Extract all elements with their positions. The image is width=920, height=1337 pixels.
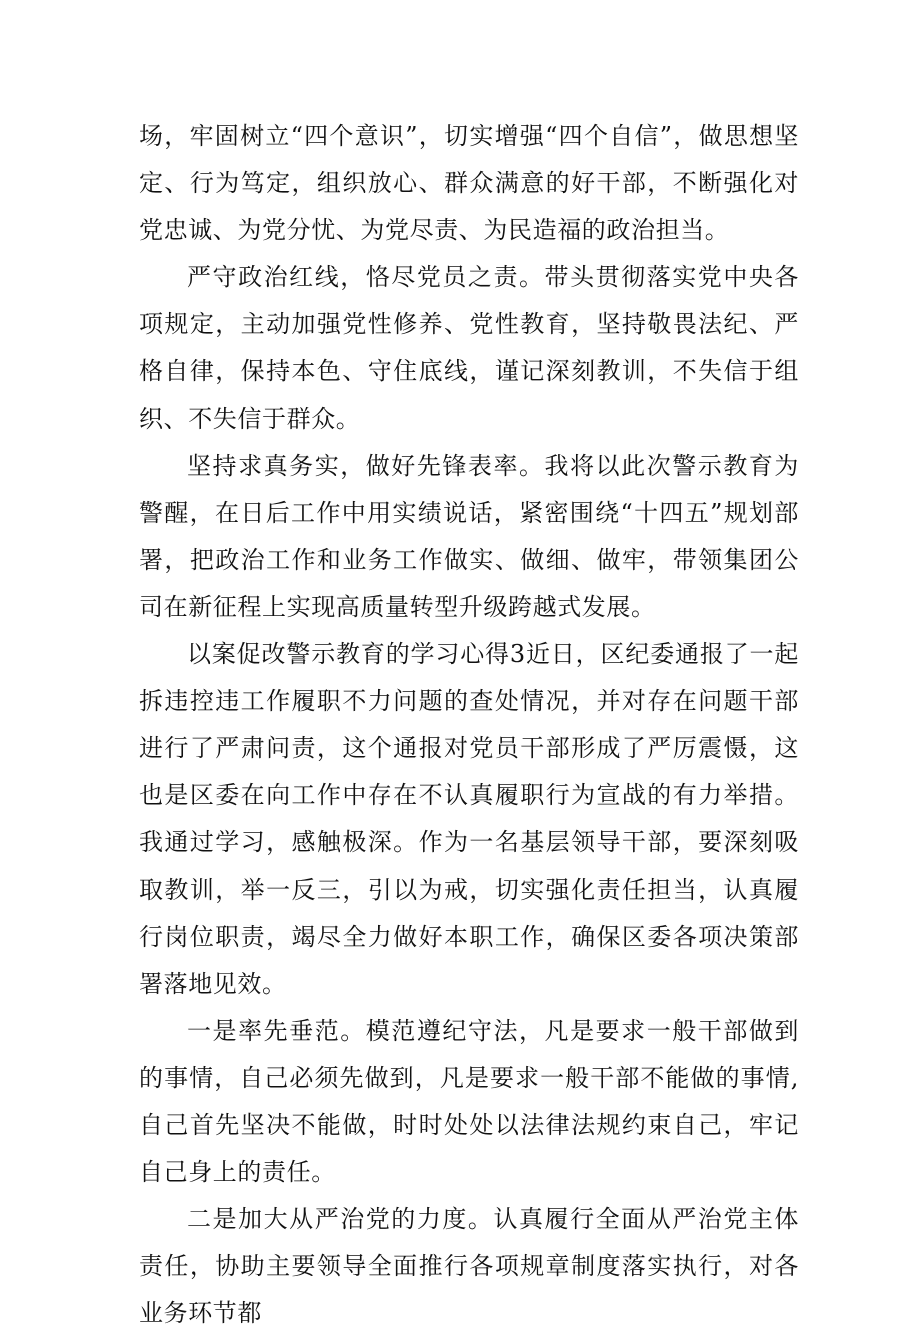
paragraph-strict-governance: 二是加大从严治党的力度。认真履行全面从严治党主体责任，协助主要领导全面推行各项规章制度落实执行，对各业务环节都 [139, 1205, 799, 1328]
paragraph-pragmatic-example: 坚持求真务实，做好先锋表率。我将以此次警示教育为警醒，在日后工作中用实绩说话，紧密围绕“十四五”规划部署，把政治工作和业务工作做实、做细、做牢，带领集团公司在新征程上实现高质量转型升级跨越式发展。 [139, 451, 799, 621]
paragraph-lead-by-example: 一是率先垂范。模范遵纪守法，凡是要求一般干部做到的事情，自己必须先做到，凡是要求一般干部不能做的事情,自己首先坚决不能做，时时处处以法律法规约束自己，牢记自己身上的责任。 [139, 1016, 799, 1187]
document-body [139, 113, 799, 1337]
paragraph-continued: 场，牢固树立“四个意识”，切实增强“四个自信”，做思想坚定、行为笃定，组织放心、群众满意的好干部，不断强化对党忠诚、为党分忧、为党尽责、为民造福的政治担当。 [139, 122, 799, 245]
paragraph-study-notes-3: 以案促改警示教育的学习心得3近日，区纪委通报了一起拆违控违工作履职不力问题的查处情况，并对存在问题干部进行了严肃问责，这个通报对党员干部形成了严厉震慑，这也是区委在向工作中存在不认真履职行为宣战的有力举措。我通过学习，感触极深。作为一名基层领导干部，要深刻吸取教训，举一反三，引以为戒，切实强化责任担当，认真履行岗位职责，竭尽全力做好本职工作，确保区委各项决策部署落地见效。 [139, 640, 799, 998]
paragraph-political-redline: 严守政治红线，恪尽党员之责。带头贯彻落实党中央各项规定，主动加强党性修养、党性教育，坚持敬畏法纪、严格自律，保持本色、守住底线，谨记深刻教训，不失信于组织、不失信于群众。 [139, 263, 799, 433]
